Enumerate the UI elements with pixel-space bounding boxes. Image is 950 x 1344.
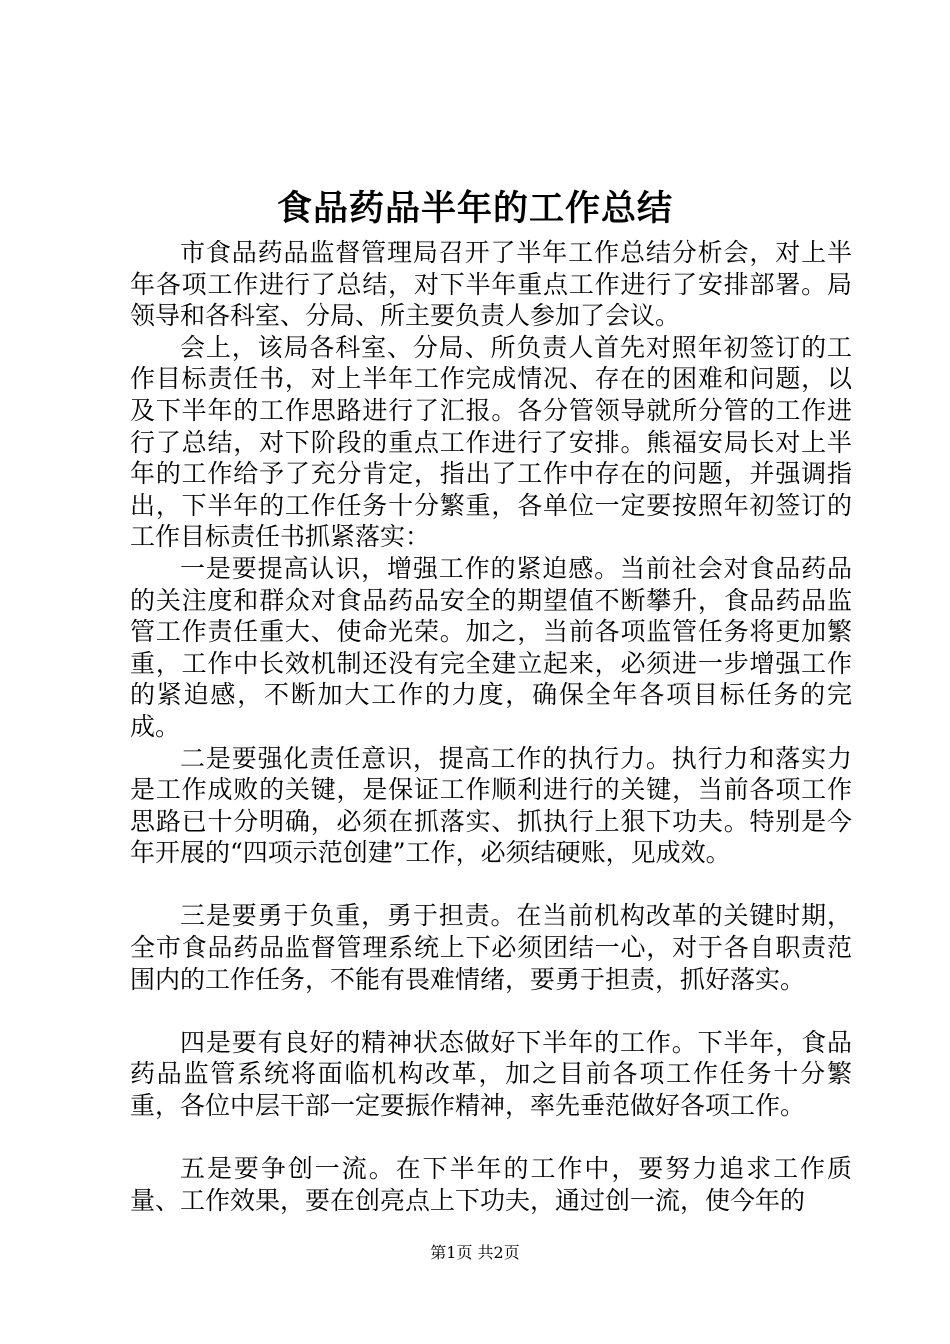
page-number-footer: 第1页 共2页 — [430, 1243, 520, 1262]
paragraph-meeting-intro: 市食品药品监督管理局召开了半年工作总结分析会，对上半年各项工作进行了总结，对下半年重点工作进行了安排部署。局领导和各科室、分局、所主要负责人参加了会议。 — [130, 238, 852, 331]
document-body — [130, 237, 852, 1216]
paragraph-point-five: 五是要争创一流。在下半年的工作中，要努力追求工作质量、工作效果，要在创亮点上下功夫，通过创一流，使今年的 — [130, 1154, 852, 1215]
document-title: 食品药品半年的工作总结 — [276, 188, 673, 229]
paragraph-meeting-reports: 会上，该局各科室、分局、所负责人首先对照年初签订的工作目标责任书，对上半年工作完成情况、存在的困难和问题，以及下半年的工作思路进行了汇报。各分管领导就所分管的工作进行了总结，对下阶段的重点工作进行了安排。熊福安局长对上半年的工作给予了充分肯定，指出了工作中存在的问题，并强调指出，下半年的工作任务十分繁重，各单位一定要按照年初签订的工作目标责任书抓紧落实： — [130, 332, 852, 552]
paragraph-point-one: 一是要提高认识，增强工作的紧迫感。当前社会对食品药品的关注度和群众对食品药品安全的期望值不断攀升，食品药品监管工作责任重大、使命光荣。加之，当前各项监管任务将更加繁重，工作中长效机制还没有完全建立起来，必须进一步增强工作的紧迫感，不断加大工作的力度，确保全年各项目标任务的完成。 — [130, 553, 852, 741]
paragraph-point-four: 四是要有良好的精神状态做好下半年的工作。下半年，食品药品监管系统将面临机构改革，加之目前各项工作任务十分繁重，各位中层干部一定要振作精神，率先垂范做好各项工作。 — [130, 1027, 852, 1121]
paragraph-point-three: 三是要勇于负重，勇于担责。在当前机构改革的关键时期，全市食品药品监督管理系统上下必须团结一心，对于各自职责范围内的工作任务，不能有畏难情绪，要勇于担责，抓好落实。 — [130, 901, 852, 994]
paragraph-point-two: 二是要强化责任意识，提高工作的执行力。执行力和落实力是工作成败的关键，是保证工作顺利进行的关键，当前各项工作思路已十分明确，必须在抓落实、抓执行上狠下功夫。特别是今年开展的“四项示范创建”工作，必须结硬账，见成效。 — [130, 743, 852, 868]
